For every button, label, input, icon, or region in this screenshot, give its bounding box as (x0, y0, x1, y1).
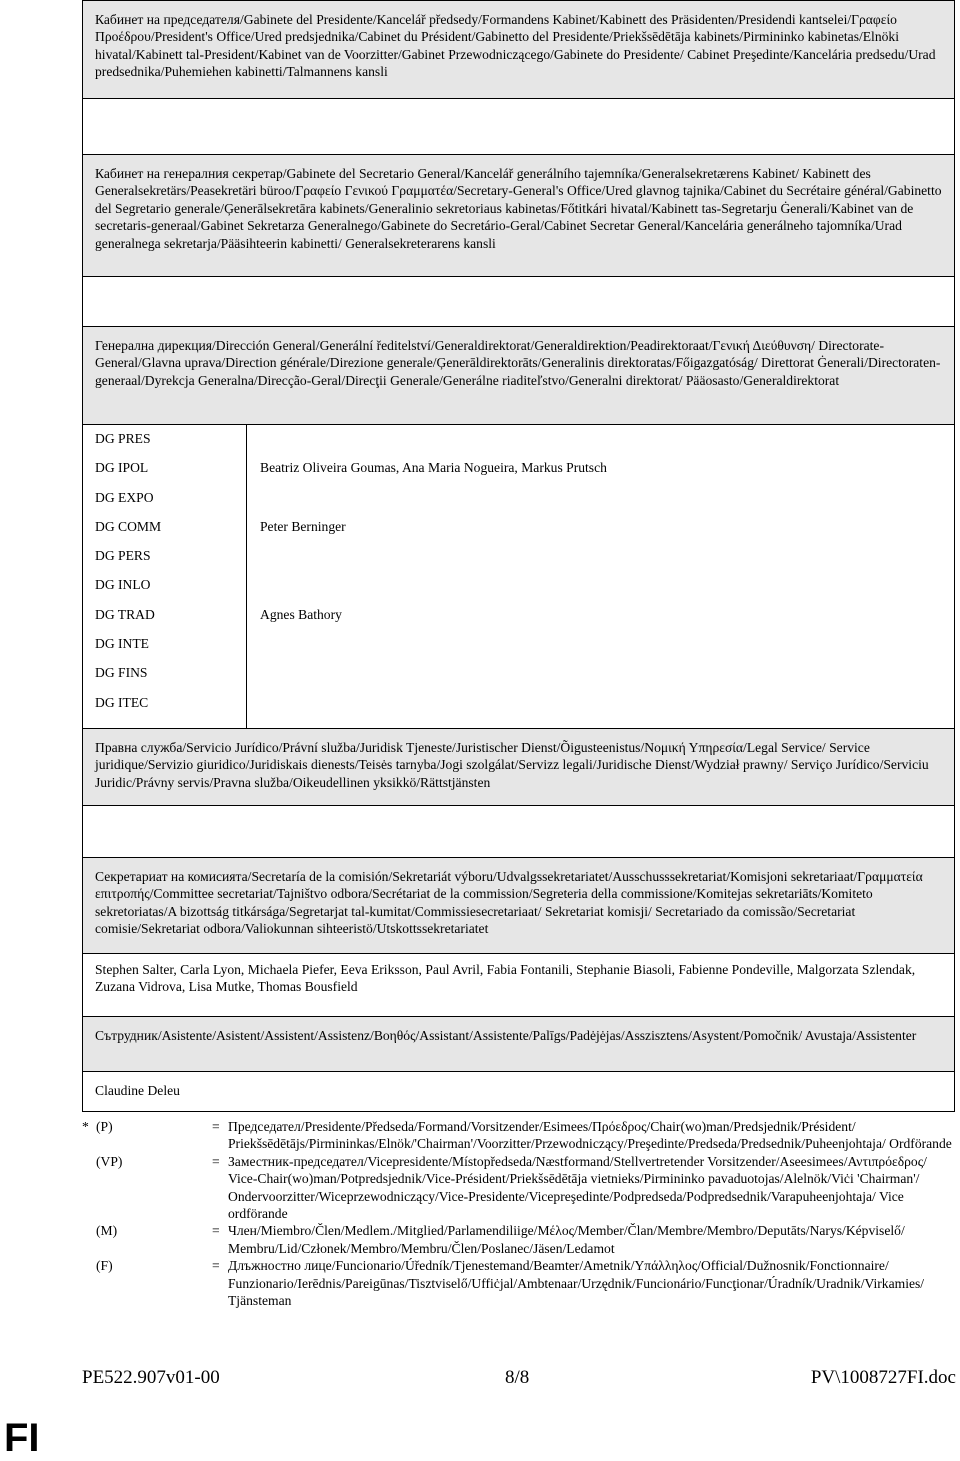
dg-names (247, 430, 942, 459)
secretary-general-text: Кабинет на генералния секретар/Gabinete del Secretario General/Kancelář generálního tajemníka/Generalsekretærens Kabinet/ Kabinett des Generalsekretärs/Peasekretäri büroo/Γραφείο Γενικού Γραμματέα/Secretary-General's Office/Ured glavnog tajnika/Cabinet du Secrétaire général/Gabinetto del Segretario generale/Ģenerālsekretāra kabinets/Generalinio sekretoriaus kabinetas/Főtitkári hivatal/Kabinett tas-Segretarju Ġenerali/Kabinet van de secretaris-generaal/Gabinet Sekretarza Generalnego/Gabinete do Secretário-Geral/Cabinet Secretar General/Kancelária generálneho tajomníka/Urad generalnega sekretarja/Pääsihteerin kabinetti/ Generalsekreterarens kansli (95, 166, 942, 251)
legend-key: (M) (96, 1223, 118, 1239)
legend-item (82, 1118, 952, 1153)
footer-doc-ref: PE522.907v01-00 (82, 1367, 220, 1388)
legend-equals: = (212, 1119, 220, 1134)
legend-text: Член/Miembro/Člen/Medlem./Mitglied/Parlamendiliige/Μέλος/Member/Član/Membre/Membro/Deputāts/Narys/Képviselő/ Membru/Lid/Członek/Membro/Membru/Člen/Poslanec/Jäsen/Ledamot (228, 1223, 905, 1256)
assistant-header (83, 1017, 955, 1072)
dg-names-cell (247, 425, 955, 729)
document-page (82, 0, 954, 1112)
legend-equals: = (212, 1153, 220, 1169)
dg-code: DG INLO (95, 577, 151, 593)
legend-star: * (82, 1119, 89, 1134)
president-office-text: Кабинет на председателя/Gabinete del Presidente/Kancelář předsedy/Formandens Kabinet/Kabinett des Präsidenten/Presidendi kantselei/Γραφείο Προέδρου/President's Office/Ured predsjednika/Cabinet du Président/Gabinetto del Presidente/Priekšsēdētāja kabinets/Pirmininko kabinetas/Elnöki hivatal/Kabinett tal-President/Kabinet van de Voorzitter/Gabinet Przewodniczącego/Gabinete do Presidente/ Cabinet Preşedinte/Kancelária predsedu/Urad predsednika/Puhemiehen kabinetti/Talmannens kansli (95, 12, 936, 80)
dg-code: DG IPOL (95, 460, 149, 476)
assistant-text: Сътрудник/Asistente/Asistent/Assistent/Assistenz/Βοηθός/Assistant/Assistente/Palīgs/Padėjėjas/Asszisztens/Asystent/Pomočnik/ Avustaja/Assistenter (95, 1028, 917, 1043)
legend-item (82, 1257, 952, 1309)
secretary-general-header (83, 155, 955, 277)
legend-key: (VP) (96, 1153, 123, 1169)
legend-item (82, 1222, 952, 1257)
assistant-name: Claudine Deleu (83, 1072, 955, 1112)
dg-code: DG PERS (95, 548, 151, 564)
legal-service-names (83, 806, 955, 858)
dg-names: Beatriz Oliveira Goumas, Ana Maria Nogueira, Markus Prutsch (260, 460, 607, 476)
president-office-names (83, 99, 955, 155)
legal-service-text: Правна служба/Servicio Jurídico/Právní služba/Juridisk Tjeneste/Juristischer Dienst/Õigusteenistus/Νομική Υπηρεσία/Legal Service/ Service juridique/Servizio giuridico/Juridiskais dienests/Teisės tarnyba/Jogi szolgálat/Servizz legali/Juridische Dienst/Wydział prawny/ Serviço Jurídico/Serviciu Juridic/Právny servis/Pravna služba/Oikeudellinen yksikkö/Rättstjänsten (95, 740, 929, 790)
committee-secretariat-names: Stephen Salter, Carla Lyon, Michaela Piefer, Eeva Eriksson, Paul Avril, Fabia Fontanili, Stephanie Biasoli, Fabienne Pondeville, Malgorzata Szlendak, Zuzana Vidrova, Lisa Mutke, Thomas Bousfield (83, 954, 955, 1017)
legend-equals: = (212, 1258, 220, 1274)
dg-names: Peter Berninger (260, 518, 346, 534)
dg-code: DG PRES (95, 431, 151, 446)
dg-code: DG ITEC (95, 694, 149, 710)
dg-names (247, 576, 942, 605)
dg-code: DG FINS (95, 665, 148, 681)
legend-equals: = (212, 1223, 220, 1239)
legend-text: Длъжностно лице/Funcionario/Úředník/Tjenestemand/Beamter/Ametnik/Υπάλληλος/Official/Dužnosnik/Fonctionnaire/ Funzionario/Ierēdnis/Pareigūnas/Tisztviselő/Uffiċjal/Ambtenaar/Urzędnik/Funcionário/Funcţionar/Úradník/Uradnik/Virkamies/ Tjänsteman (228, 1258, 925, 1309)
committee-secretariat-header (83, 858, 955, 954)
dg-code: DG EXPO (95, 489, 154, 505)
legend-text: Председател/Presidente/Předseda/Formand/Vorsitzender/Esimees/Πρόεδρος/Chair(wo)man/Predsjednik/Président/ Priekšsēdētājs/Pirmininkas/Elnök/'Chairman'/Voorzitter/Przewodniczący/Preşedinte/Predseda/Predsednik/Puheenjohtaja/ Ordförande (228, 1119, 952, 1152)
legend-key: (P) (96, 1119, 113, 1134)
footer-file-name: PV\1008727FI.doc (810, 1367, 956, 1388)
legend-key: (F) (96, 1258, 113, 1274)
dg-code: DG COMM (95, 518, 162, 534)
legend-item (82, 1153, 952, 1223)
secretary-general-names (83, 277, 955, 327)
dg-code: DG TRAD (95, 606, 155, 622)
dg-names (247, 664, 942, 693)
dg-names: Agnes Bathory (260, 606, 342, 622)
dg-names (247, 489, 942, 518)
legend (82, 1118, 952, 1309)
directorate-general-header (83, 327, 955, 425)
attendance-table (82, 0, 955, 1112)
dg-names (247, 547, 942, 576)
dg-names (247, 635, 942, 664)
language-code: FI (4, 1416, 40, 1460)
legend-text: Заместник-председател/Vicepresidente/Místopředseda/Næstformand/Stellvertretender Vorsitzender/Aseesimees/Αντιπρόεδρος/ Vice-Chair(wo)man/Potpredsjednik/Vice-Président/Priekšsēdētāja vietnieks/Pirmininko pavaduotojas/Alelnök/Viċi 'Chairman'/ Ondervoorzitter/Wiceprzewodniczący/Vice-Presidente/Vicepreşedinte/Podpredseda/Podpredsednik/Varapuheenjohtaja/ Vice ordförande (228, 1153, 927, 1222)
committee-secretariat-text: Секретариат на комисията/Secretaría de la comisión/Sekretariát výboru/Udvalgssekretariatet/Ausschusssekretariat/Komisjoni sekretariaat/Γραμματεία επιτροπής/Committee secretariat/Tajništvo odbora/Secrétariat de la commission/Segreteria della commissione/Komitejas sekretariāts/Komiteto sekretoriatas/A bizottság titkársága/Segretarjat tal-kumitat/Commissiesecretariaat/ Sekretariat komisji/ Secretariado da comissão/Secretariat comisie/Sekretariat odbora/Valiokunnan sihteeristö/Utskottssekretariatet (95, 869, 923, 937)
president-office-header (83, 1, 955, 99)
footer-page-number: 8/8 (505, 1367, 530, 1388)
dg-code: DG INTE (95, 636, 149, 652)
legal-service-header (83, 729, 955, 806)
directorate-general-text: Генерална дирекция/Dirección General/Generální ředitelství/Generaldirektorat/Generaldirektion/Peadirektoraat/Γενική Διεύθυνση/ Directorate-General/Glavna uprava/Direction générale/Direzione generale/Ģenerāldirektorāts/Generalinis direktoratas/Főigazgatóság/ Direttorat Ġenerali/Directoraten-generaal/Dyrekcja Generalna/Direcção-Geral/Direcţii Generale/Generálne riaditeľstvo/Generalni direktorat/ Pääosasto/Generaldirektorat (95, 338, 941, 388)
dg-codes-cell (83, 425, 247, 729)
dg-names (247, 694, 942, 723)
